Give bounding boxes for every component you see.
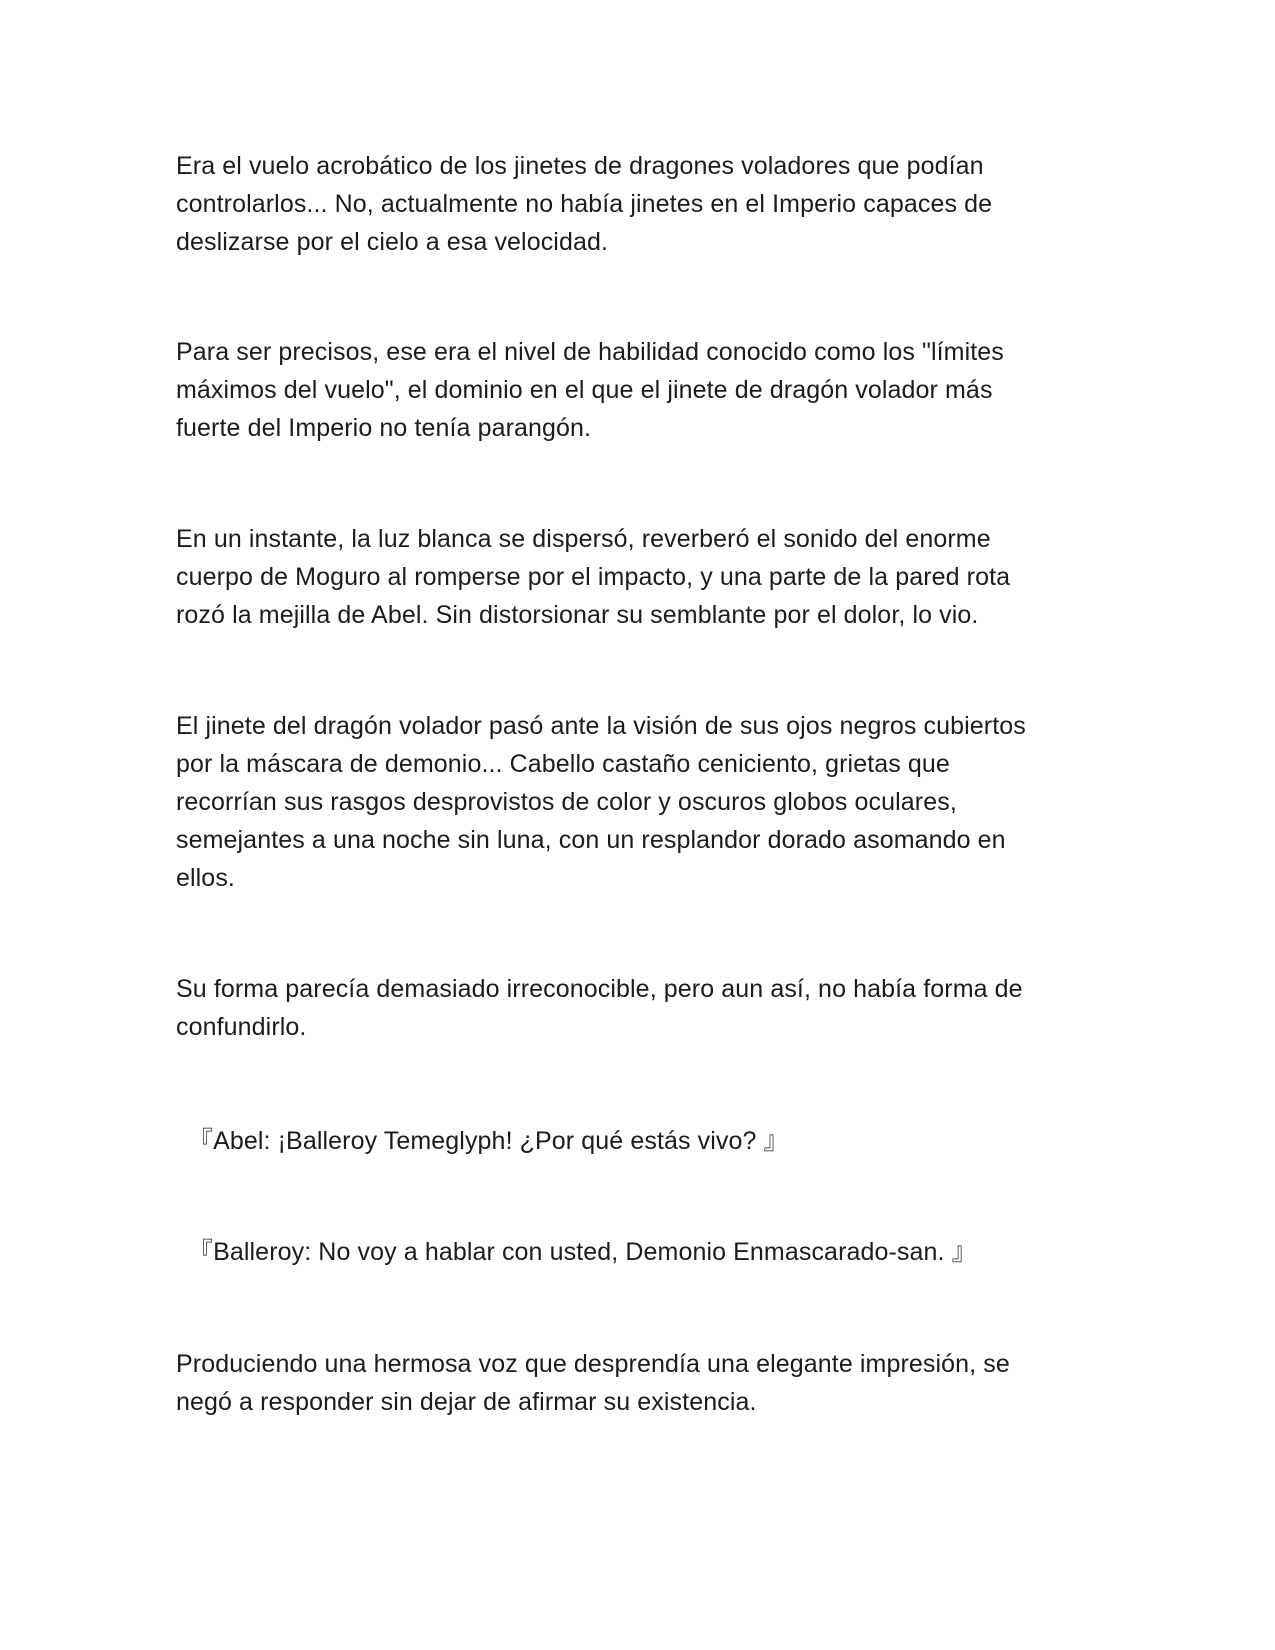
paragraph-line: controlarlos... No, actualmente no había jinetes en el Imperio capaces de	[176, 190, 993, 218]
paragraph-2	[176, 333, 1106, 447]
paragraph-5	[176, 970, 1106, 1046]
dialogue-abel	[188, 1122, 1118, 1160]
paragraph-line: rozó la mejilla de Abel. Sin distorsionar su semblante por el dolor, lo vio.	[176, 601, 979, 629]
paragraph-3	[176, 520, 1106, 634]
paragraph-line: cuerpo de Moguro al romperse por el impacto, y una parte de la pared rota	[176, 563, 1011, 591]
paragraph-line: Produciendo una hermosa voz que desprendía una elegante impresión, se	[176, 1350, 1010, 1378]
paragraph-line: recorrían sus rasgos desprovistos de color y oscuros globos oculares,	[176, 788, 957, 816]
paragraph-line: Para ser precisos, ese era el nivel de habilidad conocido como los "límites	[176, 338, 1004, 366]
paragraph-line: máximos del vuelo", el dominio en el que el jinete de dragón volador más	[176, 376, 993, 404]
paragraph-line: confundirlo.	[176, 1013, 307, 1041]
paragraph-line: Su forma parecía demasiado irreconocible, pero aun así, no había forma de	[176, 975, 1023, 1003]
paragraph-line: El jinete del dragón volador pasó ante la visión de sus ojos negros cubiertos	[176, 712, 1026, 740]
paragraph-line: fuerte del Imperio no tenía parangón.	[176, 414, 592, 442]
dialogue-line: 『Abel: ¡Balleroy Temeglyph! ¿Por qué estás vivo? 』	[188, 1127, 789, 1155]
paragraph-4	[176, 707, 1106, 897]
paragraph-1	[176, 147, 1106, 261]
paragraph-line: por la máscara de demonio... Cabello castaño ceniciento, grietas que	[176, 750, 950, 778]
paragraph-line: Era el vuelo acrobático de los jinetes de dragones voladores que podían	[176, 152, 984, 180]
paragraph-line: semejantes a una noche sin luna, con un resplandor dorado asomando en	[176, 826, 1006, 854]
paragraph-line: deslizarse por el cielo a esa velocidad.	[176, 228, 609, 256]
dialogue-line: 『Balleroy: No voy a hablar con usted, Demonio Enmascarado-san. 』	[188, 1238, 977, 1266]
paragraph-line: negó a responder sin dejar de afirmar su existencia.	[176, 1388, 757, 1416]
paragraph-line: En un instante, la luz blanca se dispersó, reverberó el sonido del enorme	[176, 525, 991, 553]
paragraph-closing	[176, 1345, 1106, 1421]
dialogue-balleroy	[188, 1233, 1118, 1271]
paragraph-line: ellos.	[176, 864, 235, 892]
